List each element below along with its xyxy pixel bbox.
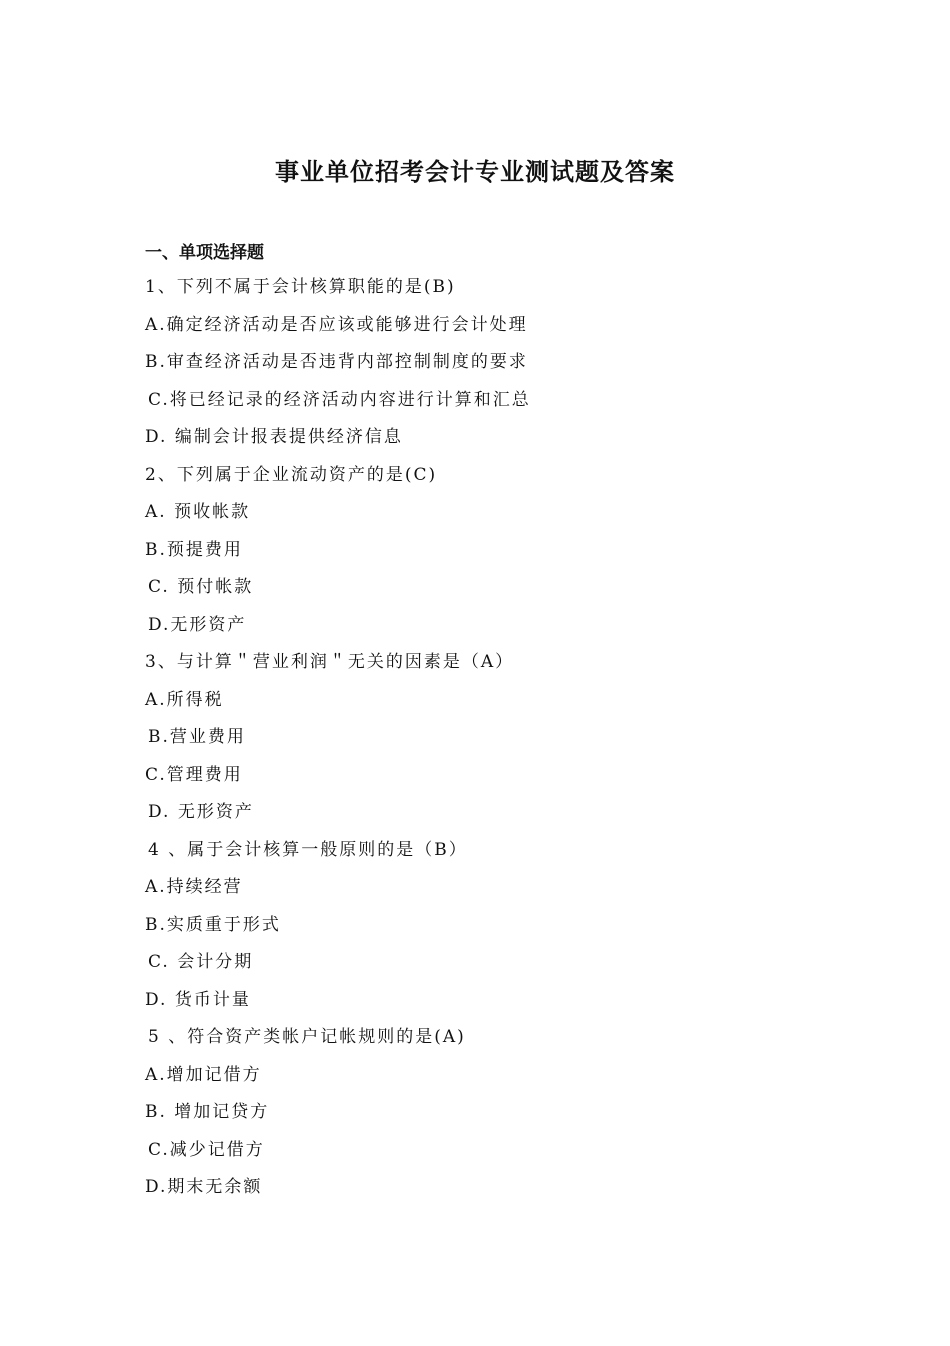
question-3-option-b: B.营业费用 bbox=[148, 727, 246, 747]
question-2: 2、下列属于企业流动资产的是(C) bbox=[145, 464, 438, 485]
question-3-option-c: C.管理费用 bbox=[145, 764, 243, 785]
question-3: 3、与计算＂营业利润＂无关的因素是（A） bbox=[145, 652, 515, 672]
question-1-option-a: A.确定经济活动是否应该或能够进行会计处理 bbox=[145, 314, 528, 335]
document-title: 事业单位招考会计专业测试题及答案 bbox=[275, 157, 675, 186]
question-4-option-b: B.实质重于形式 bbox=[145, 914, 281, 935]
question-1-option-c: C.将已经记录的经济活动内容进行计算和汇总 bbox=[148, 389, 531, 410]
question-5: 5 、符合资产类帐户记帐规则的是(A) bbox=[148, 1027, 466, 1047]
question-3-option-d: D. 无形资产 bbox=[148, 802, 254, 822]
question-5-option-c: C.减少记借方 bbox=[148, 1139, 265, 1160]
question-1: 1、下列不属于会计核算职能的是(B) bbox=[145, 277, 456, 297]
question-5-option-d: D.期末无余额 bbox=[145, 1177, 263, 1197]
question-4-option-a: A.持续经营 bbox=[145, 877, 243, 897]
question-2-option-d: D.无形资产 bbox=[148, 614, 247, 635]
question-4-option-c: C. 会计分期 bbox=[148, 952, 254, 972]
question-list bbox=[145, 274, 845, 1212]
question-4: 4 、属于会计核算一般原则的是（B） bbox=[148, 839, 468, 860]
question-3-option-a: A.所得税 bbox=[145, 689, 224, 710]
question-2-option-a: A. 预收帐款 bbox=[145, 502, 251, 522]
question-4-option-d: D. 货币计量 bbox=[145, 989, 251, 1010]
question-1-option-b: B.审查经济活动是否违背内部控制制度的要求 bbox=[145, 352, 528, 372]
question-5-option-a: A.增加记借方 bbox=[145, 1064, 262, 1085]
section-heading: 一、单项选择题 bbox=[145, 243, 264, 263]
question-1-option-d: D. 编制会计报表提供经济信息 bbox=[145, 427, 403, 447]
question-5-option-b: B. 增加记贷方 bbox=[145, 1102, 270, 1122]
question-2-option-b: B.预提费用 bbox=[145, 539, 243, 560]
question-2-option-c: C. 预付帐款 bbox=[148, 577, 254, 597]
